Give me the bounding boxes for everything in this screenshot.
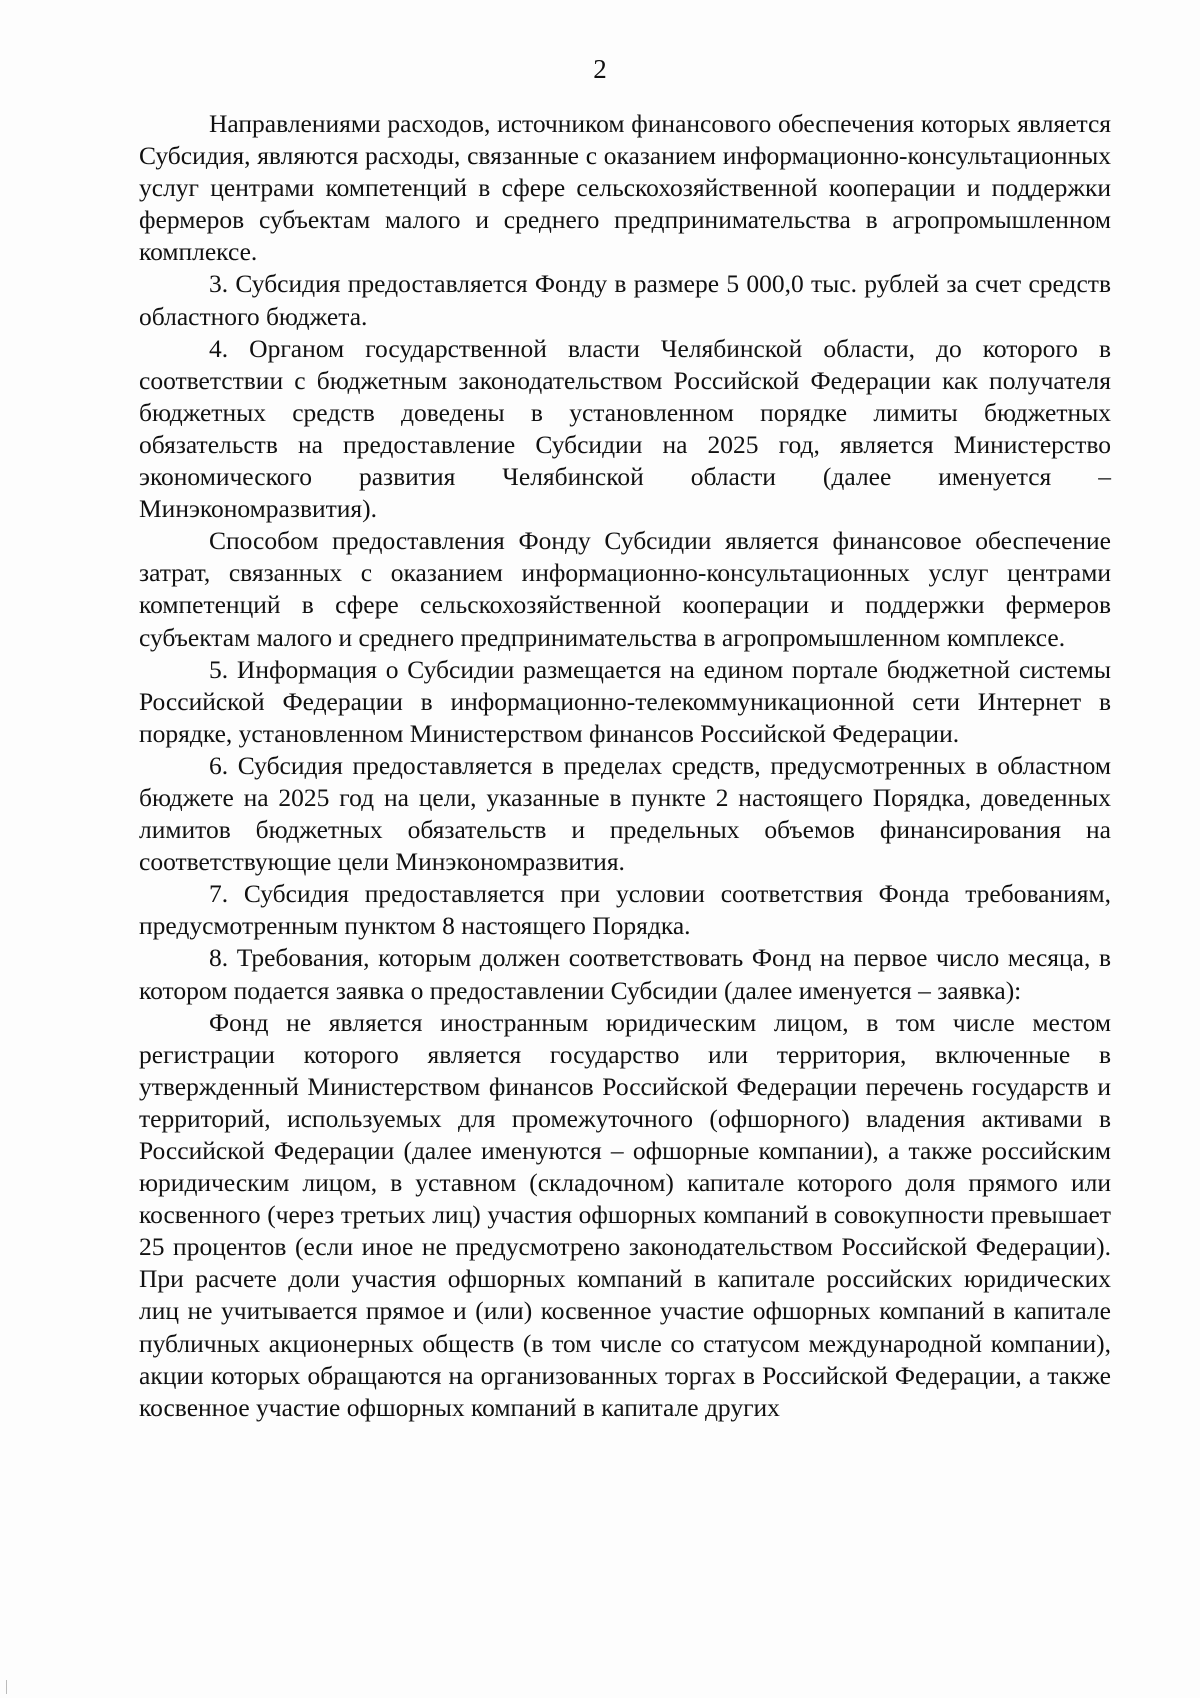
scan-mark — [6, 1680, 7, 1694]
paragraph-offshore-requirement: Фонд не является иностранным юридическим лицом, в том числе местом регистрации которого является государство или территория, включенные в утвержденный Министерством финансов Российской Федерации перечень государств и территорий, используемых для промежуточного (офшорного) владения активами в Российской Федерации (далее именуются – офшорные компании), а также российским юридическим лицом, в уставном (складочном) капитале которого доля прямого или косвенного (через третьих лиц) участия офшорных компаний в совокупности превышает 25 процентов (если иное не предусмотрено законодательством Российской Федерации). При расчете доли участия офшорных компаний в капитале российских юридических лиц не учитывается прямое и (или) косвенное участие офшорных компаний в капитале публичных акционерных обществ (в том числе со статусом международной компании), акции которых обращаются на организованных торгах в Российской Федерации, а также косвенное участие офшорных компаний в капитале других — [139, 1007, 1111, 1422]
page-number: 2 — [593, 54, 607, 84]
paragraph-7: 7. Субсидия предоставляется при условии соответствия Фонда требованиям, предусмотренным пунктом 8 настоящего Порядка. — [139, 879, 1111, 941]
paragraph-subsidy-method: Способом предоставления Фонду Субсидии является финансовое обеспечение затрат, связанных с оказанием информационно-консультационных услуг центрами компетенций в сфере сельскохозяйственной кооперации и поддержки фермеров субъектам малого и среднего предпринимательства в агропромышленном комплексе. — [139, 526, 1111, 652]
paragraph-expense-directions: Направлениями расходов, источником финансового обеспечения которых является Субсидия, являются расходы, связанные с оказанием информационно-консультационных услуг центрами компетенций в сфере сельскохозяйственной кооперации и поддержки фермеров субъектам малого и среднего предпринимательства в агропромышленном комплексе. — [139, 109, 1111, 267]
document-body — [139, 108, 1111, 1424]
paragraph-5: 5. Информация о Субсидии размещается на едином портале бюджетной системы Российской Федерации в информационно-телекоммуникационной сети Интернет в порядке, установленном Министерством финансов Российской Федерации. — [139, 654, 1111, 748]
paragraph-6: 6. Субсидия предоставляется в пределах средств, предусмотренных в областном бюджете на 2025 год на цели, указанные в пункте 2 настоящего Порядка, доведенных лимитов бюджетных обязательств и предельных объемов финансирования на соответствующие цели Минэкономразвития. — [139, 750, 1111, 877]
paragraph-3: 3. Субсидия предоставляется Фонду в размере 5 000,0 тыс. рублей за счет средств областного бюджета. — [139, 269, 1111, 331]
paragraph-8: 8. Требования, которым должен соответствовать Фонд на первое число месяца, в котором подается заявка о предоставлении Субсидии (далее именуется – заявка): — [139, 943, 1111, 1005]
paragraph-4: 4. Органом государственной власти Челябинской области, до которого в соответствии с бюджетным законодательством Российской Федерации как получателя бюджетных средств доведены в установленном порядке лимиты бюджетных обязательств на предоставление Субсидии на 2025 год, является Министерство экономического развития Челябинской области (далее именуется – Минэкономразвития). — [139, 333, 1111, 524]
